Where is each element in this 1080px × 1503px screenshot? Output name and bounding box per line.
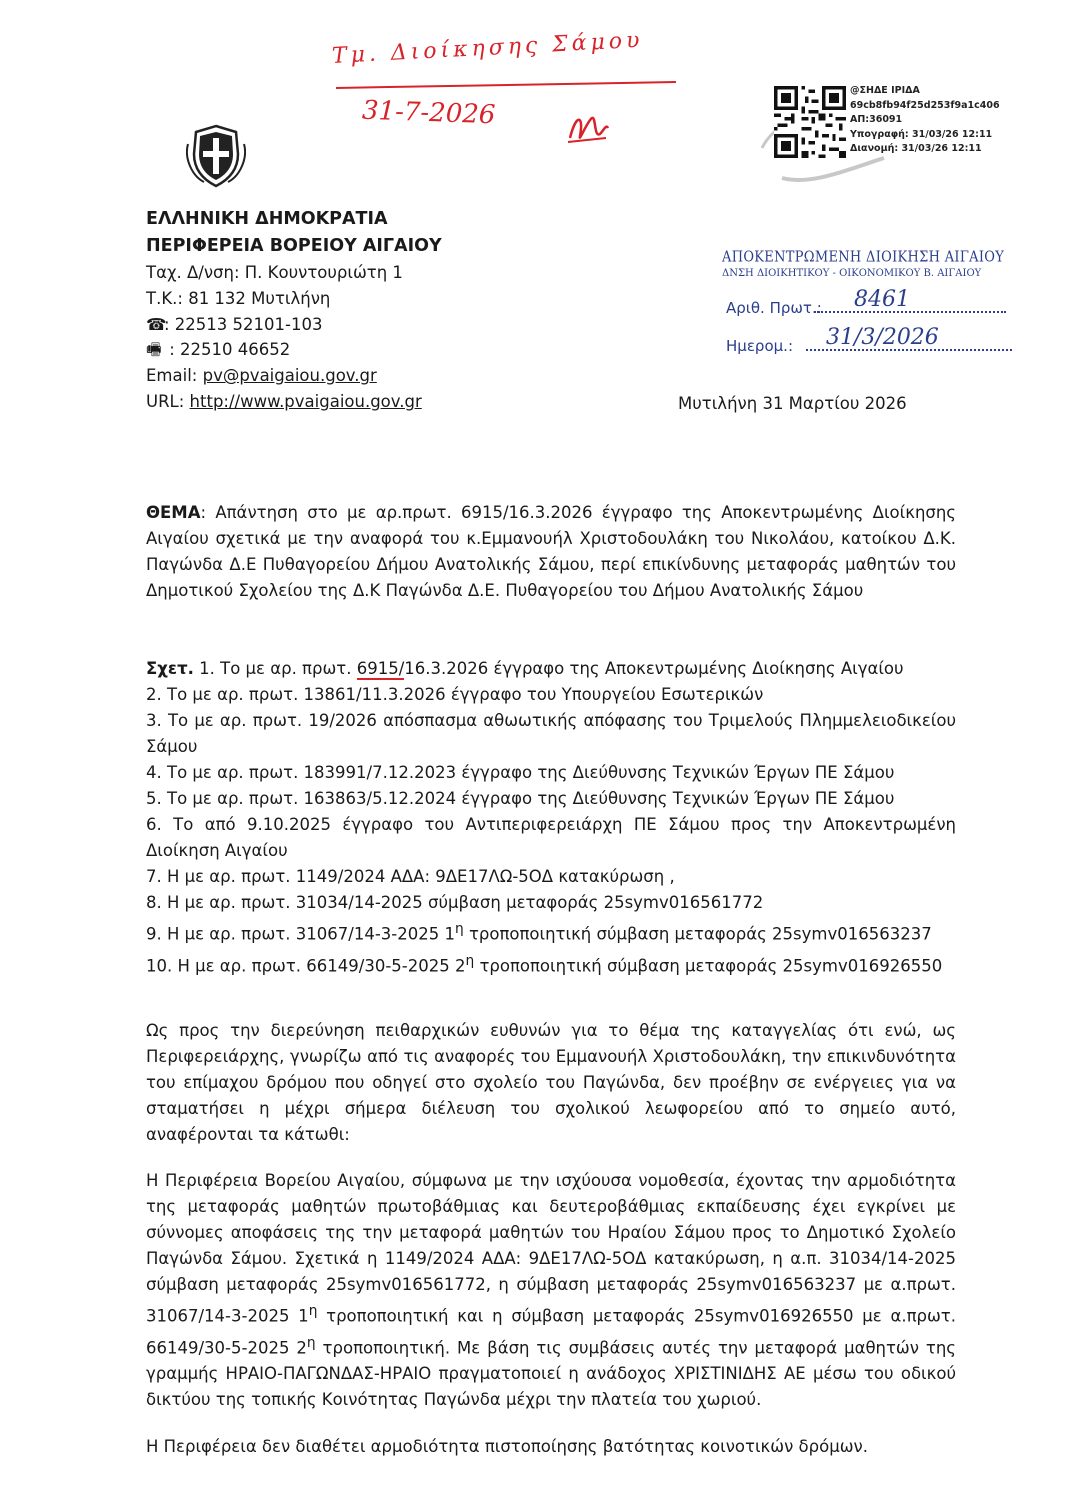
country-name: ΕΛΛΗΝΙΚΗ ΔΗΜΟΚΡΑΤΙΑ [146,209,388,229]
references-list [146,656,956,979]
reference-8: 8. Η με αρ. πρωτ. 31034/14-2025 σύμβαση μεταφοράς 25symv016561772 [146,893,764,912]
url-label: URL: [146,391,190,411]
stamp-protocol-label: Αριθ. Πρωτ.: [726,299,822,317]
website-link[interactable]: http://www.pvaigaiou.gov.gr [189,391,422,411]
stamp-protocol-row [722,287,1004,317]
stamp-authority: ΑΠΟΚΕΝΤΡΩΜΕΝΗ ΔΙΟΙΚΗΣΗ ΑΙΓΑΙΟΥ [722,248,1005,267]
references-label: Σχετ. [146,659,194,678]
url-line [146,389,442,415]
handwritten-underline [336,81,676,89]
irida-distributed: Διανομή: 31/03/26 12:11 [850,143,982,154]
reference-9: 9. Η με αρ. πρωτ. 31067/14-3-2025 $1^\eta$ τροποποιητική σύμβαση μεταφοράς 25symv016563237 [146,921,932,944]
reference-7: 7. Η με αρ. πρωτ. 1149/2024 ΑΔΑ: 9ΔΕ17ΛΩ-5ΟΔ κατακύρωση , [146,867,675,886]
irida-label: @ΣΗΔΕ ΙΡΙΔΑ [850,85,920,96]
stamp-department: ΔΝΣΗ ΔΙΟΙΚΗΤΙΚΟΥ - ΟΙΚΟΝΟΜΙΚΟΥ Β. ΑΙΓΑΙΟΥ [722,268,982,279]
phone-line [146,312,442,338]
region-name: ΠΕΡΙΦΕΡΕΙΑ ΒΟΡΕΙΟΥ ΑΙΓΑΙΟΥ [146,236,442,256]
email-link[interactable]: pv@pvaigaiou.gov.gr [202,366,377,386]
subject-label: ΘΕΜΑ [146,503,201,522]
stamp-date-value: 31/3/2026 [826,325,939,350]
telephone-icon: ☎ [146,314,167,334]
reference-3: 3. Το με αρ. πρωτ. 19/2026 απόσπασμα αθωωτικής απόφασης του Τριμελούς Πλημμελειοδικείου Σάμου [146,711,956,756]
address-line: Ταχ. Δ/νση: Π. Κουντουριώτη 1 [146,263,403,282]
reference-5: 5. Το με αρ. πρωτ. 163863/5.12.2024 έγγραφο της Διεύθυνσης Τεχνικών Έργων ΠΕ Σάμου [146,789,895,808]
handwritten-date: 31-7-2026 [361,95,496,131]
reference-6: 6. Το από 9.10.2025 έγγραφο του Αντιπεριφερειάρχη ΠΕ Σάμου προς την Αποκεντρωμένη Διοίκηση Αιγαίου [146,815,956,860]
greek-coat-of-arms-icon [186,124,246,188]
reference-4: 4. Το με αρ. πρωτ. 183991/7.12.2023 έγγραφο της Διεύθυνσης Τεχνικών Έργων ΠΕ Σάμου [146,763,895,782]
email-line [146,363,442,389]
fax-number: : 22510 46652 [164,340,291,360]
reference-10: 10. Η με αρ. πρωτ. 66149/30-5-2025 $2^\eta$ τροποποιητική σύμβαση μεταφοράς 25symv016926550 [146,952,943,975]
stamp-date-label: Ημερομ.: [726,337,793,355]
irida-hash: 69cb8fb94f25d253f9a1c406 [850,99,1000,111]
subject-paragraph [146,500,956,604]
stamp-date-row [722,325,1004,355]
received-stamp [722,250,1004,355]
reference-1-number: 6915/ [356,659,405,678]
fax-line [146,337,442,363]
sender-header [146,206,442,415]
body-paragraph-2: Η Περιφέρεια Βορείου Αιγαίου, σύμφωνα με την ισχύουσα νομοθεσία, έχοντας την αρμοδιότητα της μεταφοράς μαθητών πρωτοβάθμιας και δευτεροβάθμιας εκπαίδευσης έχει εγκρίνει με σύννομες αποφάσεις της την μεταφορά μαθητών του Ηραίου Σάμου προς το Δημοτικό Σχολείο Παγώνδα Σάμου. Σχετικά η 1149/2024 ΑΔΑ: 9ΔΕ17ΛΩ-5ΟΔ κατακύρωση, η α.π. 31034/14-2025 σύμβαση μεταφοράς 25symv016561772, η σύμβαση μεταφοράς 25symv016563237 με α.πρωτ. 31067/14-3-2025 $1^\eta$ τροποποιητική και η σύμβαση μεταφοράς 25symv016926550 με α.πρωτ. 66149/30-5-2025 $2^\eta$ τροποποιητική. Με βάση τις συμβάσεις αυτές την μεταφορά μαθητών της γραμμής ΗΡΑΙΟ-ΠΑΓΩΝΔΑΣ-ΗΡΑΙΟ πραγματοποιεί η ανάδοχος ΧΡΙΣΤΙΝΙΔΗΣ ΑΕ μέσω του οδικού δικτύου της τοπικής Κοινότητας Παγώνδα μέχρι την πλατεία του χωριού. [146,1171,956,1409]
handwritten-note: Τμ. Διοίκησης Σάμου [331,27,645,69]
irida-signed: Υπογραφή: 31/03/26 12:11 [850,128,993,140]
handwritten-signature-icon [566,108,612,148]
qr-code-icon [774,86,846,158]
postcode-line: Τ.Κ.: 81 132 Μυτιλήνη [146,288,331,308]
irida-protocol: ΑΠ:36091 [850,114,903,125]
reference-2: 2. Το με αρ. πρωτ. 13861/11.3.2026 έγγραφο του Υπουργείου Εσωτερικών [146,685,764,704]
stamp-protocol-value: 8461 [854,287,910,312]
irida-metadata [850,84,1000,157]
phone-number: : 22513 52101-103 [164,314,323,334]
document-date: Μυτιλήνη 31 Μαρτίου 2026 [678,394,907,413]
body-paragraph-3: Η Περιφέρεια δεν διαθέτει αρμοδιότητα πιστοποίησης βατότητας κοινοτικών δρόμων. [146,1437,868,1456]
reference-1: Σχετ. 1. Το με αρ. πρωτ. 6915/16.3.2026 έγγραφο της Αποκεντρωμένης Διοίκησης Αιγαίου [146,659,904,678]
fax-icon: 🖷 [146,340,162,360]
email-label: Email: [146,366,203,386]
body-paragraph-1: Ως προς την διερεύνηση πειθαρχικών ευθυνών για το θέμα της καταγγελίας ότι ενώ, ως Περιφερειάρχης, γνωρίζω από τις αναφορές του Εμμανουήλ Χριστοδουλάκη, την επικινδυνότητα του επίμαχου δρόμου που οδηγεί στο σχολείο του Παγώνδα, δεν προέβην σε ενέργειες για να σταματήσει η μέχρι σήμερα διέλευση του σχολικού λεωφορείου από το σημείο αυτό, αναφέρονται τα κάτωθι: [146,1021,956,1144]
subject-text: : Απάντηση στο με αρ.πρωτ. 6915/16.3.2026 έγγραφο της Αποκεντρωμένης Διοίκησης Αιγαίου σχετικά με την αναφορά του κ.Εμμανουήλ Χριστοδουλάκη του Νικολάου, κατοίκου Δ.Κ. Παγώνδα Δ.Ε Πυθαγορείου Δήμου Ανατολικής Σάμου, περί επικίνδυνης μεταφοράς μαθητών του Δημοτικού Σχολείου της Δ.Κ Παγώνδα Δ.Ε. Πυθαγορείου του Δήμου Ανατολικής Σάμου [146,503,956,600]
